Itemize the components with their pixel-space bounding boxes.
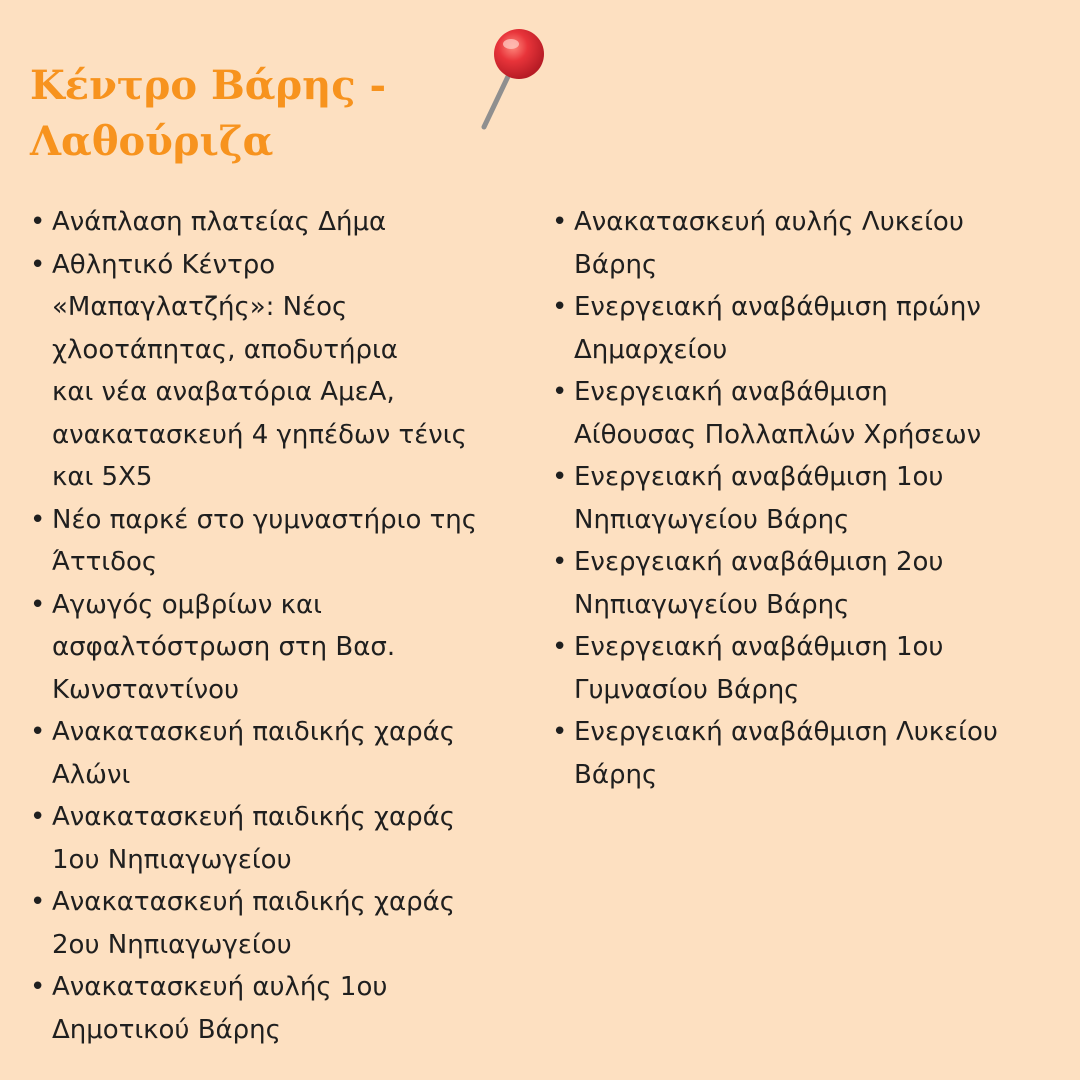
project-list-right — [552, 201, 1052, 796]
page-title — [30, 58, 500, 170]
list-item: • Ανακατασκευή παιδικής χαράς Αλώνι — [30, 711, 510, 796]
project-list-left — [30, 201, 510, 1051]
list-item: • Ενεργειακή αναβάθμιση Αίθουσας Πολλαπλών Χρήσεων — [552, 371, 1052, 456]
pushpin-icon — [470, 20, 560, 140]
list-item: • Ανακατασκευή αυλής Λυκείου Βάρης — [552, 201, 1052, 286]
page-title-line-2: Λαθούριζα — [30, 118, 274, 165]
list-item: • Ανακατασκευή αυλής 1ου Δημοτικού Βάρης — [30, 966, 510, 1051]
list-item: • Ενεργειακή αναβάθμιση 1ου Νηπιαγωγείου Βάρης — [552, 456, 1052, 541]
list-item: • Νέο παρκέ στο γυμναστήριο της Άττιδος — [30, 499, 510, 584]
list-item: • Ενεργειακή αναβάθμιση πρώην Δημαρχείου — [552, 286, 1052, 371]
list-item: • Ενεργειακή αναβάθμιση Λυκείου Βάρης — [552, 711, 1052, 796]
list-item: • Ενεργειακή αναβάθμιση 2ου Νηπιαγωγείου Βάρης — [552, 541, 1052, 626]
list-item: • Ανακατασκευή παιδικής χαράς 2ου Νηπιαγωγείου — [30, 881, 510, 966]
list-item: • Αγωγός ομβρίων και ασφαλτόστρωση στη Βασ. Κωνσταντίνου — [30, 584, 510, 712]
list-item: • Αθλητικό Κέντρο «Μαπαγλατζής»: Νέος χλοοτάπητας, αποδυτήρια και νέα αναβατόρια ΑμεΑ, ανακατασκευή 4 γηπέδων τένις και 5Χ5 — [30, 244, 510, 499]
list-item: • Ανάπλαση πλατείας Δήμα — [30, 201, 510, 244]
list-item: • Ανακατασκευή παιδικής χαράς 1ου Νηπιαγωγείου — [30, 796, 510, 881]
page-title-line-1: Κέντρο Βάρης - — [30, 62, 387, 109]
list-item: • Ενεργειακή αναβάθμιση 1ου Γυμνασίου Βάρης — [552, 626, 1052, 711]
